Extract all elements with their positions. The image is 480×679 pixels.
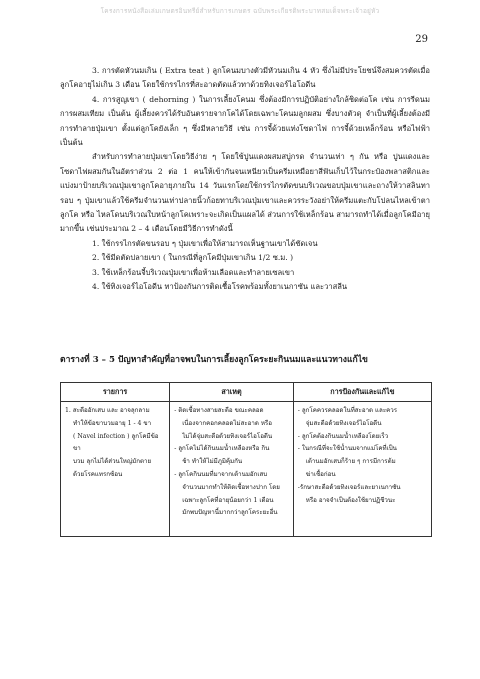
- dehorning-steps-list: [60, 237, 430, 295]
- page-number: 29: [415, 34, 428, 45]
- cell-line: - ติดเชื้อทางสายสะดือ ขณะคลอด: [174, 407, 264, 414]
- cell-line: - ลูกโคควรคลอดในที่สะอาด และควร: [297, 407, 398, 414]
- cell-line: มักพบปัญหานี้มากกว่าลูกโคระยะอื่น: [182, 509, 278, 517]
- list-item: 3. ใช้เหล็กร้อนจี้บริเวณปุ่มเขาเพื่อห้ามเลือดและทำลายเซลเขา: [92, 267, 295, 277]
- paragraph-dehorning-methods: สำหรับการทำลายปุ่มเขาโดยวิธีง่าย ๆ โดยใช้ปูนแดงผสมสบู่กรด จำนวนเท่า ๆ กัน หรือ ปูนแดงและโซดาไฟผสมกันในอัตราส่วน 2 ต่อ 1 คนให้เข้ากันจนเหนียวเป็นครีมเหมือยาสีฟันเก็บไว้ในกระป๋องพลาสติกและแบ่งมาป้ายบริเวณปุ่มเขาลูกโคอายุภายใน 14 วันแรกโดยใช้กรรไกรตัดขนบริเวณขอบปุ่มเขาและถางให้วาสลินทารอบ ๆ ปุ่มเขาแล้วใช้ครีมจำนวนเท่าปลายนิ้วก้อยทาบริเวณปุ่มเขาและควรระวังอย่าให้ครีมแตะกับโปลนไหลเข้าตาลูกโค หรือ ไหลโดนบริเวณใบหน้าลูกโคเพราะจะเกิดเป็นแผลได้ ส่วนการใช้เหล็กร้อน สามารถทำได้เมื่อลูกโคมีอายุมากขึ้น เช่นประมาณ 2 – 4 เดือนโดยมีวิธีการทำดังนี้: [60, 152, 430, 234]
- paragraph-extra-teat: 3. การตัดหัวนมเกิน ( Extra teat ) ลูกโคนมบางตัวมีหัวนมเกิน 4 หัว ซึ่งไม่มีประโยชน์จึงสมควรตัดเมื่อลูกโคอายุไม่เกิน 3 เดือน โดยใช้กรรไกรที่สะอาดตัดแล้วทาด้วยทิงเจอร์ไอโอดีน: [60, 66, 430, 90]
- cell-line: ทำให้ข้อขาบวมอายุ 1 - 4 ขา: [73, 419, 152, 427]
- cell-line: -รักษาสะดือด้วยทิงเจอร์และยาเนกาซัน: [297, 483, 401, 491]
- cell-line: จำนวนมากทำให้ติดเชื้อทางปาก โดย: [182, 483, 280, 491]
- column-header-item: รายการ: [61, 383, 170, 402]
- cell-line: - ลูกโคไม่ได้กินนมน้ำเหลืองหรือ กิน: [174, 445, 270, 453]
- cell-line: จุ่มสะดือด้วยทิงเจอร์ไอโอดีน: [305, 419, 382, 427]
- column-header-cause: สาเหตุ: [170, 383, 294, 402]
- problems-table: [60, 382, 432, 537]
- paragraph-dehorning: 4. การสูญเขา ( dehorning ) ในการเลี้ยงโคนม ซึ่งต้องมีการปฏิบัติอย่างใกล้ชิดต่อโค เช่น การรีดนม การผสมเทียม เป็นต้น ผู้เลี้ยงควรได้รับอันตรายจากโคได้โดยเฉพาะโคนมลูกผสม ซึ่งบางตัวดุ จำเป็นที่ผู้เลี้ยงต้องมีการทำลายปุ่มเขา ตั้งแต่ลูกโคยังเล็ก ๆ ซึ่งมีหลายวิธี เช่น การจี้ด้วยแท่งโซดาไฟ การจี้ด้วยเหล็กร้อน หรือไฟฟ้า เป็นต้น: [60, 94, 430, 148]
- list-item: 2. ใช้มีดตัดปลายเขา ( ในกรณีที่ลูกโคมีปุ่มเขาเกิน 1/2 ซ.ม. ): [92, 253, 294, 263]
- cell-fix: [293, 402, 431, 537]
- body-text: [60, 64, 430, 295]
- cell-line: ฆ่าเชื้อก่อน: [305, 470, 336, 478]
- table-row: [61, 402, 432, 537]
- cell-line: 1. สะดืออักเสบ และ อาจลุกลาม: [65, 407, 150, 414]
- cell-item: [61, 402, 170, 537]
- cell-line: หรือ อาจจำเป็นต้องใช้ยาปฏิชีวนะ: [305, 496, 396, 504]
- watermark-text: โครงการหนังสือเล่มเกษตรอินทรีย์สำหรับการเกษตร ฉบับพระเกียรติพระบาทสมเด็จพระเจ้าอยู่หัว: [100, 7, 380, 15]
- cell-cause: [170, 402, 294, 537]
- cell-line: - ลูกโคต้องกินนมน้ำเหลืองโดยเร็ว: [297, 432, 389, 440]
- table-title: ตารางที่ 3 – 5 ปัญหาสำคัญที่อาจพบในการเลี้ยงลูกโคระยะกินนมและแนวทางแก้ไข: [60, 355, 368, 365]
- cell-line: - ในกรณีที่จะใช้น้ำนมจากแม่โคที่เป็น: [297, 445, 397, 453]
- cell-line: เฉพาะลูกโคที่อายุน้อยกว่า 1 เดือน: [182, 496, 274, 504]
- column-header-fix: การป้องกันและแก้ไข: [293, 383, 431, 402]
- cell-line: ด้วยโรคแทรกซ้อน: [73, 470, 123, 478]
- list-item: 4. ใช้ทิงเจอร์ไอโอดีน ทาป้องกันการติดเชื้อโรคพร้อมทั้งยาเนกาซัน และวาสลีน: [92, 282, 348, 292]
- list-item: 1. ใช้กรรไกรตัดขนรอบ ๆ ปุ่มเขาเพื่อให้สามารถเห็นฐานเขาได้ชัดเจน: [92, 238, 318, 248]
- cell-line: บวม ลุกไม่ได้ส่วนใหญ่มักตาย: [73, 458, 152, 466]
- table-header-row: [61, 383, 432, 402]
- cell-line: ช้า ทำให้ไม่มีภูมิคุ้มกัน: [182, 458, 243, 466]
- cell-line: ( Navel infection ) ลูกโคมีข้อขา: [73, 432, 159, 453]
- cell-line: - ลูกโคกินนมที่มาจากเต้านมอักเสบ: [174, 470, 268, 478]
- cell-line: เนื่องจากคอกคลอดไม่สะอาด หรือ: [182, 419, 272, 427]
- cell-line: เต้านมอักเสบก็ร้าย ๆ การมีการต้ม: [305, 458, 396, 466]
- cell-line: ไม่ได้จุ่มสะดือด้วยทิงเจอร์ไอโอดีน: [182, 432, 273, 440]
